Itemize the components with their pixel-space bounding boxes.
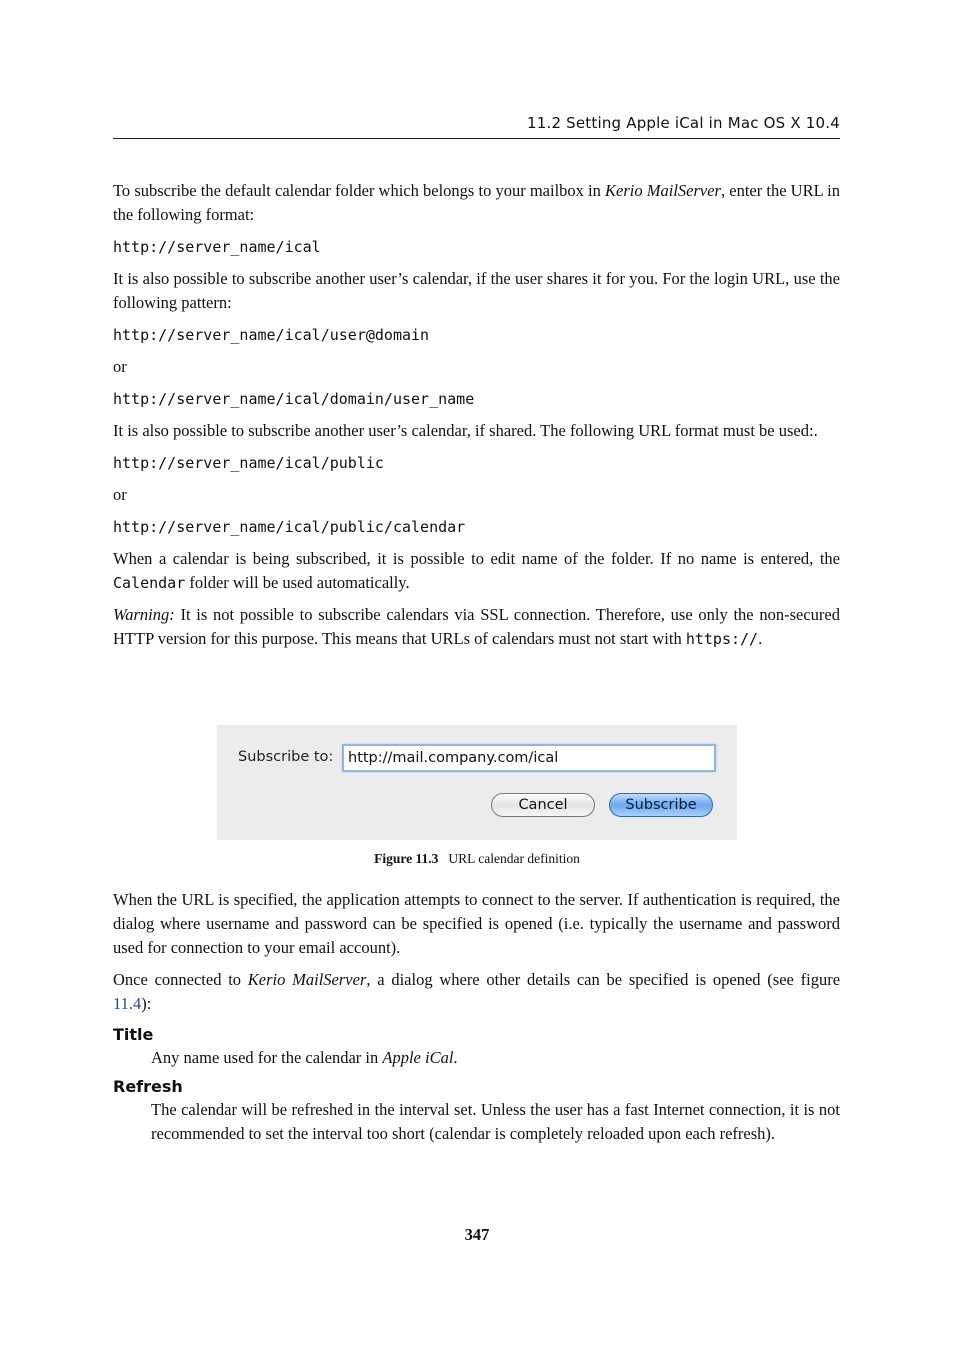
text-run: . [758, 629, 763, 648]
paragraph-warning [113, 603, 840, 651]
paragraph-shared-public: It is also possible to subscribe another user’s calendar, if shared. The following URL format must be used:. [113, 421, 818, 440]
inline-code: https:// [685, 630, 759, 648]
text-run: Any name used for the calendar in [151, 1048, 383, 1067]
text-run: , a dialog where other details can be specified is opened (see figure [366, 970, 841, 989]
paragraph-authentication: When the URL is specified, the application attempts to connect to the server. If authentication is required, the dialog where username and password can be specified is opened (i.e. typically the username and password used for connection to your email account). [113, 890, 840, 957]
text-run: To subscribe the default calendar folder which belongs to your mailbox in [113, 181, 606, 200]
product-name: Kerio MailServer [605, 181, 721, 200]
text-run: , enter the URL in the following format: [113, 181, 841, 224]
text-run: It is not possible to subscribe calendars via SSL connection. Therefore, use only the non-secured HTTP version for this purpose. This means that URLs of calendars must not start with [113, 605, 840, 648]
paragraph-intro [113, 179, 840, 227]
main-content-bottom [113, 888, 840, 1148]
page-number: 347 [464, 1225, 490, 1244]
paragraph-connected [113, 968, 840, 1016]
cancel-button[interactable]: Cancel [491, 793, 595, 817]
main-content-top [113, 179, 840, 659]
definition-refresh: The calendar will be refreshed in the interval set. Unless the user has a fast Internet connection, it is not recommended to set the interval too short (calendar is completely reloaded upon each refresh). [151, 1100, 840, 1143]
inline-code: Calendar [113, 574, 186, 592]
definition-title [151, 1046, 840, 1070]
or-separator: or [113, 357, 127, 376]
caption-text: URL calendar definition [448, 851, 580, 866]
figure-number: Figure 11.3 [374, 851, 439, 866]
code-url-public-calendar: http://server_name/ical/public/calendar [113, 518, 466, 536]
text-run: folder will be used automatically. [185, 573, 410, 592]
paragraph-shared-user: It is also possible to subscribe another user’s calendar, if the user shares it for you. For the login URL, use the following pattern: [113, 269, 840, 312]
paragraph-folder-name [113, 547, 840, 595]
text-run: When a calendar is being subscribed, it is possible to edit name of the folder. If no name is entered, the [113, 549, 840, 568]
code-url-public: http://server_name/ical/public [113, 454, 384, 472]
term-refresh: Refresh [113, 1077, 183, 1096]
text-run: Once connected to [113, 970, 248, 989]
running-header [113, 114, 840, 139]
figure-link[interactable]: 11.4 [113, 994, 142, 1013]
subscribe-to-label: Subscribe to: [238, 749, 334, 765]
code-url-default: http://server_name/ical [113, 238, 321, 256]
product-name: Kerio MailServer [247, 970, 367, 989]
text-run: . [453, 1048, 458, 1067]
subscribe-url-input[interactable]: http://mail.company.com/ical [342, 744, 716, 772]
code-url-domain-user: http://server_name/ical/domain/user_name [113, 390, 475, 408]
header-title: 11.2 Setting Apple iCal in Mac OS X 10.4 [526, 114, 840, 132]
text-run: ): [141, 994, 152, 1013]
subscribe-button[interactable]: Subscribe [609, 793, 713, 817]
product-name: Apple iCal [382, 1048, 454, 1067]
figure-caption [0, 851, 954, 867]
code-url-user-domain: http://server_name/ical/user@domain [113, 326, 430, 344]
subscribe-dialog-figure [217, 725, 737, 840]
warning-label: Warning: [113, 605, 175, 624]
term-title: Title [113, 1025, 154, 1044]
or-separator: or [113, 485, 127, 504]
